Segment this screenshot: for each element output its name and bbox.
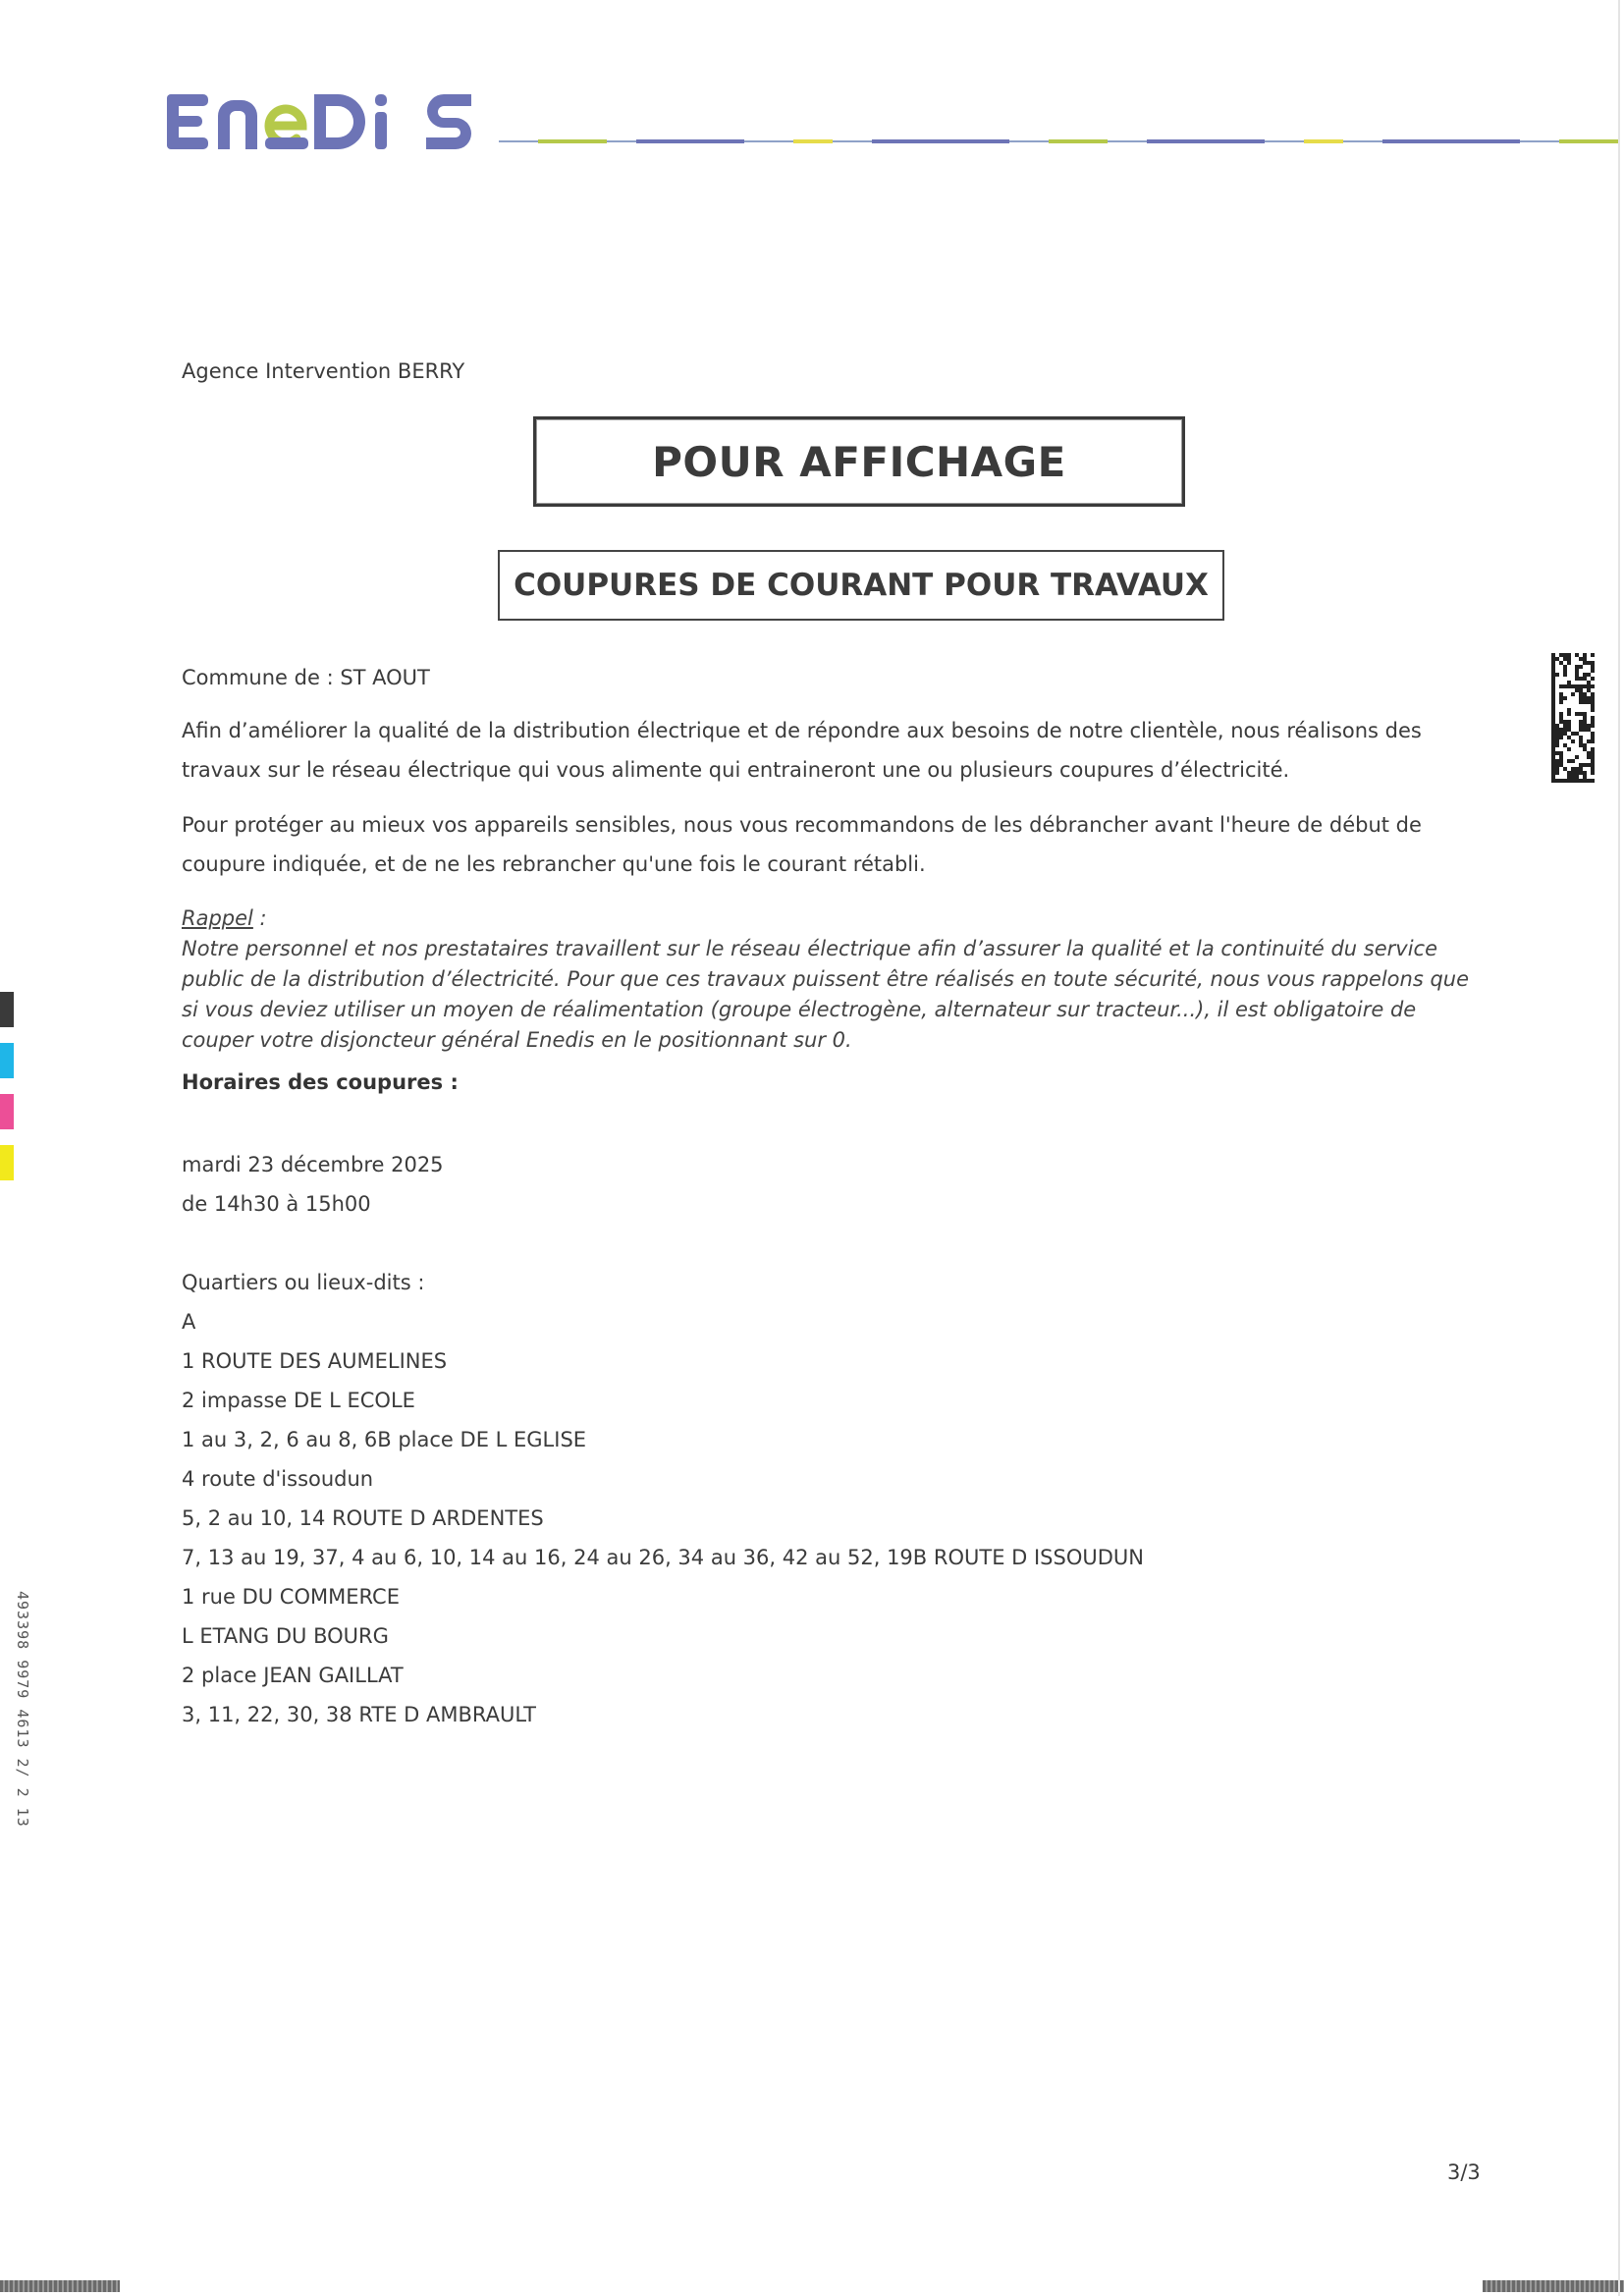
rappel-label: Rappel [182, 906, 253, 930]
rappel-text: Notre personnel et nos prestataires travaillent sur le réseau électrique afin d’assurer la qualité et la continuité du service public de la distribution d’électricité. Pour que ces travaux puissent être réalisés en toute sécurité, nous vous rappelons que si vous deviez utiliser un moyen de réalimentation (groupe électrogène, alternateur sur tracteur...), il est obligatoire de couper votre disjoncteur général Enedis en le positionnant sur 0. [182, 937, 1470, 1052]
banner-title: POUR AFFICHAGE [652, 437, 1066, 486]
lieu-item: 3, 11, 22, 30, 38 RTE D AMBRAULT [182, 1703, 537, 1726]
agency-name: Agence Intervention BERRY [182, 359, 465, 383]
subtitle: COUPURES DE COURANT POUR TRAVAUX [514, 568, 1209, 603]
advice-paragraph: Pour protéger au mieux vos appareils sensibles, nous vous recommandons de les débrancher avant l'heure de début de coupure indiquée, et de ne les rebrancher qu'une fois le courant rétabli. [182, 813, 1422, 876]
scan-bar-right [1483, 2280, 1624, 2292]
enedis-logo [167, 86, 481, 155]
datamatrix-code [1551, 652, 1595, 784]
lieux-label: Quartiers ou lieux-dits : [182, 1271, 425, 1294]
outage-time: de 14h30 à 15h00 [182, 1192, 371, 1216]
outage-date: mardi 23 décembre 2025 [182, 1153, 444, 1176]
color-mark-cyan [0, 1043, 14, 1078]
lieu-item: 2 impasse DE L ECOLE [182, 1389, 415, 1412]
lieu-item: 7, 13 au 19, 37, 4 au 6, 10, 14 au 16, 24 au 26, 34 au 36, 42 au 52, 19B ROUTE D ISSOUDUN [182, 1546, 1144, 1569]
header-rule [499, 137, 1618, 145]
commune: Commune de : ST AOUT [182, 666, 430, 689]
lieu-item: 2 place JEAN GAILLAT [182, 1664, 404, 1687]
lieux-list [182, 1302, 1144, 1734]
color-mark-yellow [0, 1145, 14, 1180]
subtitle-box [498, 550, 1224, 621]
rappel-suffix: : [252, 906, 267, 930]
page-edge [1618, 0, 1620, 2296]
lieu-item: 5, 2 au 10, 14 ROUTE D ARDENTES [182, 1506, 544, 1530]
page-number: 3/3 [1447, 2160, 1481, 2184]
pour-affichage-banner [533, 416, 1185, 507]
intro-paragraph: Afin d’améliorer la qualité de la distribution électrique et de répondre aux besoins de notre clientèle, nous réalisons des travaux sur le réseau électrique qui vous alimente qui entraineront une ou plusieurs coupures d’électricité. [182, 719, 1422, 782]
color-mark-black [0, 992, 14, 1027]
lieu-item: 1 au 3, 2, 6 au 8, 6B place DE L EGLISE [182, 1428, 587, 1451]
side-print-code: 493398 9979 4613 2/ 2 13 [14, 1591, 31, 1828]
scan-bar-left [0, 2280, 120, 2292]
rappel-block [182, 903, 1488, 1056]
lieu-item: 4 route d'issoudun [182, 1467, 374, 1491]
lieu-item: 1 ROUTE DES AUMELINES [182, 1349, 448, 1373]
lieu-item: L ETANG DU BOURG [182, 1624, 389, 1648]
lieu-item: 1 rue DU COMMERCE [182, 1585, 400, 1609]
lieu-item: A [182, 1310, 196, 1334]
horaires-title: Horaires des coupures : [182, 1070, 459, 1094]
color-mark-magenta [0, 1094, 14, 1129]
